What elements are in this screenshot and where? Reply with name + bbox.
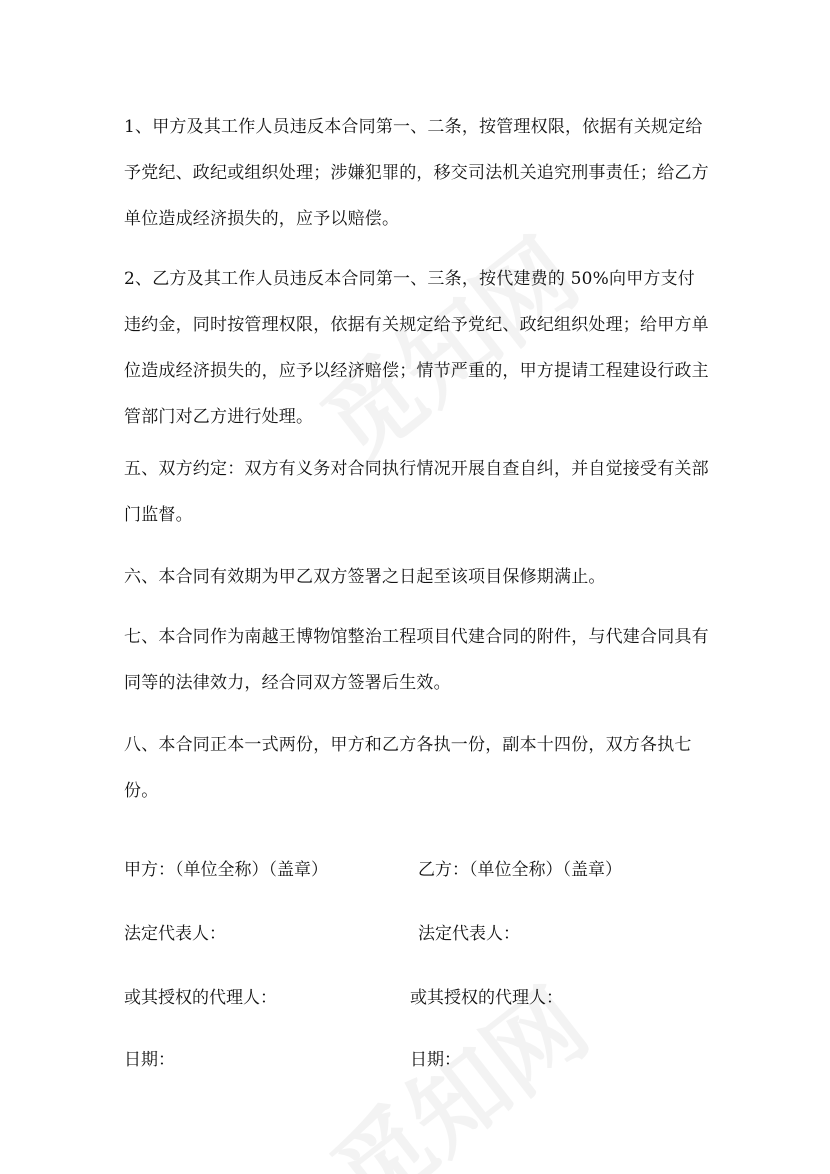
clause-paragraph-1: 1、甲方及其工作人员违反本合同第一、二条，按管理权限，依据有关规定给予党纪、政纪或组织处理；涉嫌犯罪的，移交司法机关追究刑事责任；给乙方单位造成经济损失的，应予以赔偿。 [124, 117, 709, 229]
party-b-name: 乙方：（单位全称）（盖章） [418, 860, 622, 880]
clause-paragraph-2: 2、乙方及其工作人员违反本合同第一、三条，按代建费的 50%向甲方支付违约金，同时按管理权限，依据有关规定给予党纪、政纪组织处理；给甲方单位造成经济损失的，应予以经济赔偿；情节严重的，甲方提请工程建设行政主管部门对乙方进行处理。 [124, 269, 709, 427]
party-b-date: 日期： [410, 1050, 461, 1070]
party-a-date: 日期： [124, 1050, 175, 1070]
party-b-representative: 法定代表人： [418, 924, 520, 944]
clause-paragraph-5: 五、双方约定：双方有义务对合同执行情况开展自查自纠，并自觉接受有关部门监督。 [124, 459, 709, 525]
clause-paragraph-8: 八、本合同正本一式两份，甲方和乙方各执一份，副本十四份，双方各执七份。 [124, 735, 692, 801]
party-a-representative: 法定代表人： [124, 924, 226, 944]
party-a-agent: 或其授权的代理人： [124, 988, 277, 1008]
clause-paragraph-6: 六、本合同有效期为甲乙双方签署之日起至该项目保修期满止。 [124, 567, 606, 587]
party-a-name: 甲方：（单位全称）（盖章） [124, 860, 328, 880]
clause-paragraph-7: 七、本合同作为南越王博物馆整治工程项目代建合同的附件，与代建合同具有同等的法律效力，经合同双方签署后生效。 [124, 627, 709, 693]
party-b-agent: 或其授权的代理人： [410, 988, 563, 1008]
